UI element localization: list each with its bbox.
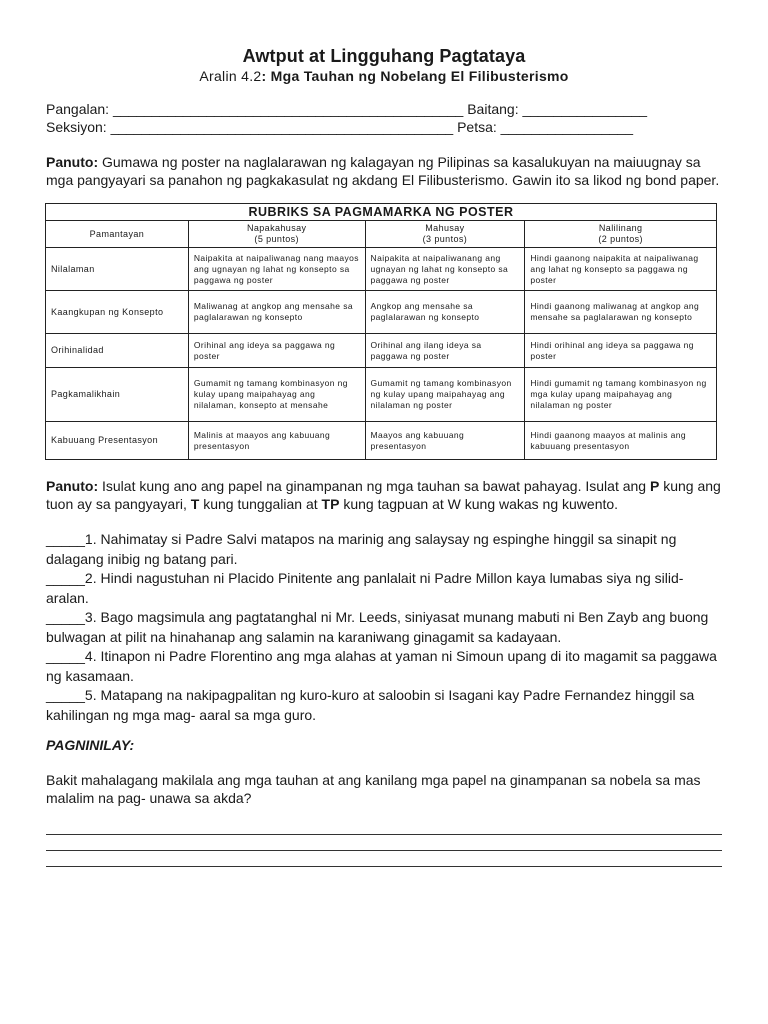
rubric-cell: Hindi orihinal ang ideya sa paggawa ng poster <box>525 334 717 368</box>
criterion-cell: Kabuuang Presentasyon <box>46 422 189 460</box>
rubric-cell: Gumamit ng tamang kombinasyon ng kulay upang maipahayag ang nilalaman, konsepto at mensahe <box>188 368 365 422</box>
answer-line[interactable] <box>46 850 722 851</box>
lesson-subtitle <box>0 68 768 84</box>
criteria-header: Pamantayan <box>46 221 189 248</box>
code-p: P <box>649 478 660 494</box>
statement-item: _____4. Itinapon ni Padre Florentino ang mga alahas at yaman ni Simoun upang di ito magamit sa paggawa ng kasamaan. <box>46 648 717 684</box>
page-title: Awtput at Lingguhang Pagtataya <box>242 46 526 66</box>
rubric-cell: Gumamit ng tamang kombinasyon ng kulay upang maipahayag ang nilalaman ng poster <box>365 368 525 422</box>
rubric-row <box>46 248 717 291</box>
section-date-line: Seksiyon: ____________________________________________ Petsa: _________________ <box>46 119 634 135</box>
statement-item: _____2. Hindi nagustuhan ni Placido Pinitente ang panlalait ni Padre Millon kaya lumabas siya ng silid-aralan. <box>46 570 684 606</box>
rubric-cell: Hindi gaanong naipakita at naipaliwanag ang lahat ng konsepto sa paggawa ng poster <box>525 248 717 291</box>
rubric-row <box>46 291 717 334</box>
rubric-header-row <box>46 221 717 248</box>
rubric-cell: Maayos ang kabuuang presentasyon <box>365 422 525 460</box>
level-header-3: Mahusay (3 puntos) <box>365 221 525 248</box>
statement-list <box>46 530 726 725</box>
instructions-label: Panuto: <box>46 154 99 170</box>
level-header-5: Napakahusay (5 puntos) <box>188 221 365 248</box>
criterion-cell: Orihinalidad <box>46 334 189 368</box>
rubric-row <box>46 334 717 368</box>
statement-item: _____5. Matapang na nakipagpalitan ng kuro-kuro at saloobin si Isagani kay Padre Fernandez hinggil sa kahilingan ng mga mag- aaral sa mga guro. <box>46 687 695 723</box>
criterion-cell: Kaangkupan ng Konsepto <box>46 291 189 334</box>
instructions-roles: Panuto: Isulat kung ano ang papel na ginampanan ng mga tauhan sa bawat pahayag. Isulat ang P kung ang tuon ay sa pangyayari, T kung tunggalian at TP kung tagpuan at W kung wakas ng kuwento. <box>46 478 721 512</box>
code-tp: TP <box>321 496 340 512</box>
code-t: T <box>190 496 200 512</box>
lesson-number: Aralin 4.2 <box>199 68 262 84</box>
rubric-cell: Naipakita at naipaliwanag nang maayos ang ugnayan ng lahat ng konsepto sa paggawa ng poster <box>188 248 365 291</box>
rubric-cell: Maliwanag at angkop ang mensahe sa paglalarawan ng konsepto <box>188 291 365 334</box>
rubric-title: RUBRIKS SA PAGMAMARKA NG POSTER <box>46 204 717 221</box>
rubric-cell: Orihinal ang ideya sa paggawa ng poster <box>188 334 365 368</box>
reflection-question: Bakit mahalagang makilala ang mga tauhan at ang kanilang mga papel na ginampanan sa nobela sa mas malalim na pag- unawa sa akda? <box>46 772 701 806</box>
statement-item: _____3. Bago magsimula ang pagtatanghal ni Mr. Leeds, siniyasat munang mabuti ni Ben Zayb ang buong bulwagan at pilit na hinahanap ang salamin na karaniwang ginagamit sa kadayaan. <box>46 609 709 645</box>
criterion-cell: Nilalaman <box>46 248 189 291</box>
criterion-cell: Pagkamalikhain <box>46 368 189 422</box>
lesson-topic: : Mga Tauhan ng Nobelang El Filibusterismo <box>261 68 569 84</box>
rubric-row <box>46 422 717 460</box>
reflection-heading: PAGNINILAY: <box>46 737 135 753</box>
statement-item: _____1. Nahimatay si Padre Salvi matapos na marinig ang salaysay ng espinghe hinggil sa sinapit ng dalagang inibig ng batang pari. <box>46 531 677 567</box>
name-grade-line: Pangalan: _____________________________________________ Baitang: ________________ <box>46 101 648 117</box>
rubric-cell: Hindi gaanong maliwanag at angkop ang mensahe sa paglalarawan ng konsepto <box>525 291 717 334</box>
instructions-poster <box>46 153 726 189</box>
instructions-label: Panuto: <box>46 478 99 494</box>
instructions-text: Gumawa ng poster na naglalarawan ng kalagayan ng Pilipinas sa kasalukuyan na maiuugnay sa mga pangyayari sa panahon ng pagkakasulat ng akdang El Filibusterismo. Gawin ito sa likod ng bond paper. <box>46 154 720 188</box>
level-header-2: Nalilinang (2 puntos) <box>525 221 717 248</box>
rubric-cell: Hindi gumamit ng tamang kombinasyon ng mga kulay upang maipahayag ang nilalaman ng poster <box>525 368 717 422</box>
rubric-cell: Angkop ang mensahe sa paglalarawan ng konsepto <box>365 291 525 334</box>
answer-line[interactable] <box>46 834 722 835</box>
rubric-cell: Naipakita at naipaliwanang ang ugnayan ng lahat ng konsepto sa paggawa ng poster <box>365 248 525 291</box>
rubric-cell: Malinis at maayos ang kabuuang presentasyon <box>188 422 365 460</box>
answer-line[interactable] <box>46 866 722 867</box>
rubric-row <box>46 368 717 422</box>
rubric-cell: Orihinal ang ilang ideya sa paggawa ng poster <box>365 334 525 368</box>
rubric-table <box>45 203 717 460</box>
rubric-cell: Hindi gaanong maayos at malinis ang kabuuang presentasyon <box>525 422 717 460</box>
